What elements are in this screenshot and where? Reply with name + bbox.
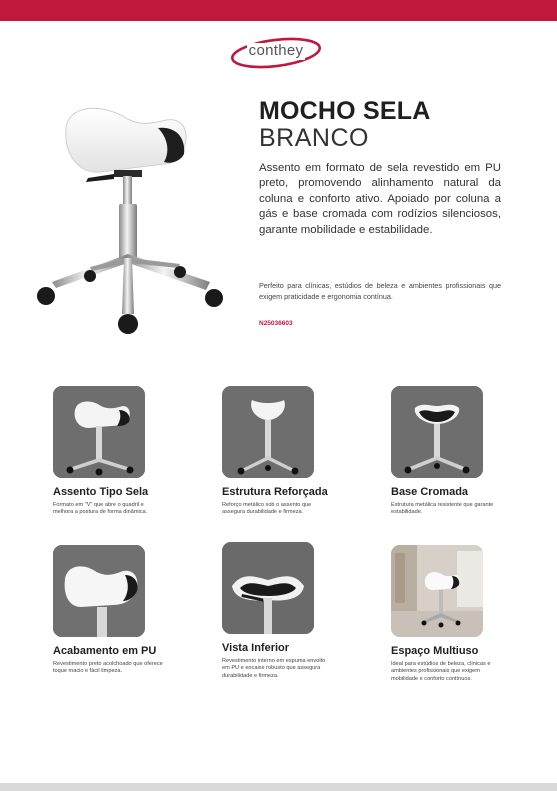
product-description: Assento em formato de sela revestido em PU preto, promovendo alinhamento natural da coluna e conforto ativo. Apoiado por coluna a gás e base cromada com rodízios silenciosos, garante mobilidade e estabilidade. [259,162,501,236]
feature-text: Formato em "V" que abre o quadril e melhora a postura de forma dinâmica. [53,502,148,516]
feature-text: Reforço metálico sob o assento que assegura durabilidade e firmeza. [222,502,312,516]
product-subtext: Perfeito para clínicas, estúdios de beleza e ambientes profissionais que exigem praticidade e ergonomia contínua. [259,281,501,301]
stool-back-view-icon [391,386,483,478]
feature-text: Revestimento preto acolchoado que oferece toque macio e fácil limpeza. [53,661,163,675]
feature-image [391,386,483,478]
feature-image [222,542,314,634]
feature-title: Vista Inferior [222,642,290,654]
feature-title: Assento Tipo Sela [53,486,149,498]
feature-text: Ideal para estúdios de beleza, clínicas e ambientes profissionais que exigem mobilidade e conforto contínuos. [391,661,491,682]
feature-image [53,386,145,478]
feature-image [222,386,314,478]
logo-wordmark: conthey [248,42,304,59]
product-code: N25036603 [259,320,293,327]
hero-product-image [30,92,230,337]
product-color: BRANCO [259,124,369,152]
feature-title: Espaço Multiuso [391,645,479,657]
stool-front-view-icon [222,386,314,478]
product-title: MOCHO SELA [259,97,431,125]
feature-title: Estrutura Reforçada [222,486,328,498]
feature-title: Base Cromada [391,486,469,498]
feature-image [391,545,483,637]
seat-underside-icon [222,542,314,634]
page-bottom-edge [0,783,557,791]
feature-text: Estrutura metálica resistente que garante estabilidade. [391,502,494,516]
brand-logo [229,36,323,70]
seat-closeup-icon [53,545,145,637]
room-scene-icon [391,545,483,637]
saddle-stool-image [30,92,230,337]
top-accent-bar [0,0,557,21]
feature-title: Acabamento em PU [53,645,157,657]
stool-side-view-icon [53,386,145,478]
feature-image [53,545,145,637]
feature-text: Revestimento interno em espuma envolto em PU e encaixe robusto que assegura durabilidade e firmeza. [222,658,326,679]
